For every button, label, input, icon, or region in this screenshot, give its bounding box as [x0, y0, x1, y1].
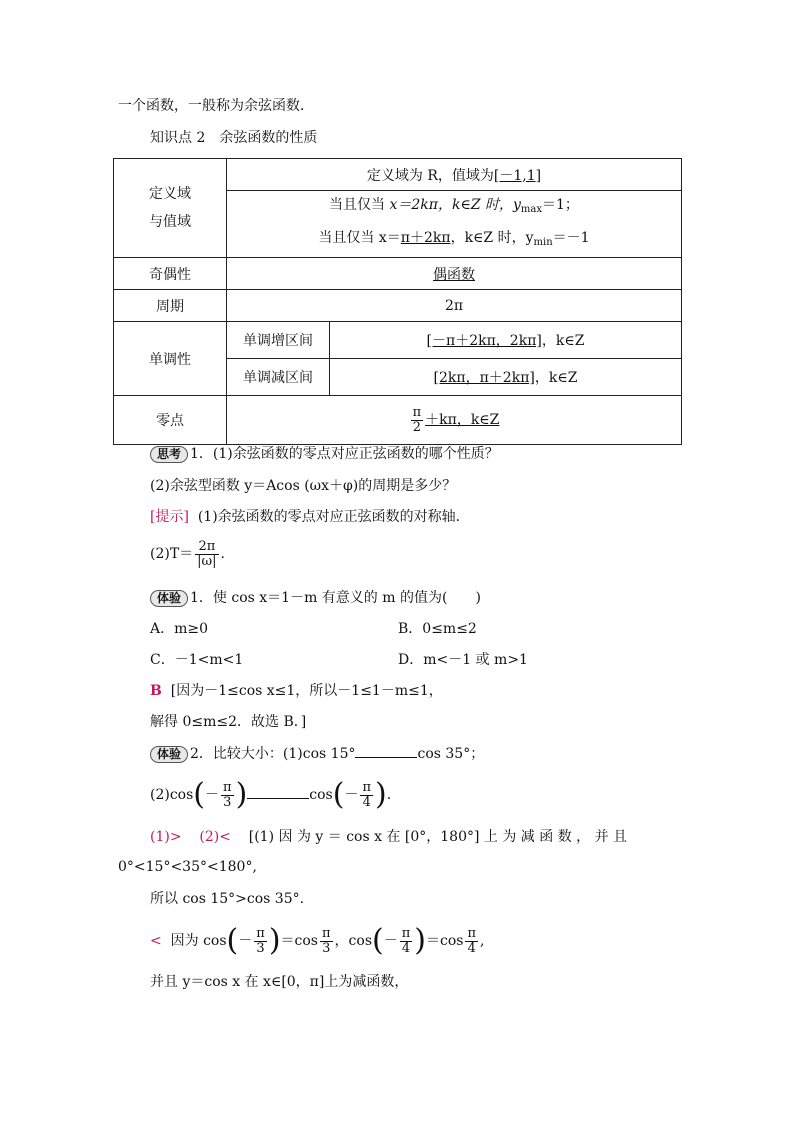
decreasing-label: 单调减区间: [227, 359, 330, 396]
explain-d2: ＝cos: [280, 933, 318, 949]
min-value: ＝－1: [552, 230, 590, 246]
intro-text: 一个函数，一般称为余弦函数．: [118, 98, 314, 114]
min-underlined: π＋2kπ: [400, 230, 451, 246]
exp2-question-text: 2．比较大小：(1)cos 15°: [190, 746, 356, 762]
exp2-part2: (2)cos(－ $\frac{\pi}{3}$ ) cos(－ $\frac{\pi}{4}$ ).: [150, 777, 392, 812]
period-fraction: $\frac{2\pi}{|\omega|}$: [197, 538, 217, 569]
decreasing-value-cell: [330, 359, 682, 396]
max-subscript: max: [520, 204, 543, 215]
domain-text: 定义域为 R，值域为: [366, 167, 494, 184]
explain-d4: ＝cos: [426, 933, 464, 949]
exp1-explain-1: [因为－1≤cos x≤1，所以－1≤1－m≤1，: [170, 683, 443, 699]
decreasing-suffix: ，k∈Z: [534, 370, 578, 386]
exp2-explain-a: [(1) 因 为 y ＝ cos x 在 [0°，180°] 上 为 减 函 数 ， 并 且: [248, 829, 628, 845]
exp1-answer: B: [150, 683, 162, 699]
domain-label-line2: 与值域: [149, 214, 191, 230]
neg-pi-over-4: $\frac{\pi}{4}$: [362, 779, 372, 810]
exp2-explain-b: 0°<15°<35°<180°,: [118, 859, 257, 875]
exp2-answer-1: (1)>: [150, 829, 182, 845]
parity-label: 奇偶性: [114, 258, 227, 290]
answer-blank-2[interactable]: [247, 784, 309, 799]
monotonicity-label: 单调性: [114, 322, 227, 396]
min-subscript: min: [533, 237, 553, 248]
section-heading: 知识点 2 余弦函数的性质: [150, 130, 318, 146]
increasing-interval: [－π＋2kπ，2kπ]: [426, 333, 542, 349]
exp2-explain-d: < 因为 cos(－ $\frac{\pi}{3}$ )＝cos $\frac{\pi}{3}$ ，cos(－ $\frac{\pi}{4}$ )＝cos $\frac{\pi}{4}$ ,: [150, 923, 485, 958]
exp2-explain-e: 并且 y＝cos x 在 x∈[0，π]上为减函数，: [150, 974, 409, 990]
exp1-tag: 体验: [150, 590, 188, 607]
exp2-answer-lt: <: [150, 933, 162, 949]
exp1-answer-line: [150, 681, 443, 701]
period-label: 周期: [114, 290, 227, 322]
min-condition: ，k∈Z 时，y: [450, 230, 534, 246]
zero-fraction: $\frac{\pi}{2}$: [412, 404, 422, 435]
increasing-value-cell: [330, 322, 682, 359]
increasing-suffix: ，k∈Z: [541, 333, 585, 349]
exp1-option-d: D．m<－1 或 m>1: [398, 652, 528, 668]
exp2-answer-line: [150, 827, 627, 847]
think-question-2: (2)余弦型函数 y＝Acos (ωx＋φ)的周期是多少？: [150, 478, 457, 494]
exp2-tag: 体验: [150, 746, 188, 763]
max-prefix: 当且仅当: [329, 197, 390, 213]
zero-value-cell: [227, 396, 682, 445]
exp1-explain-2: 解得 0≤m≤2．故选 B．]: [150, 714, 307, 730]
think-question-1: [150, 444, 499, 464]
range-value: [－1,1]: [493, 167, 542, 184]
increasing-label: 单调增区间: [227, 322, 330, 359]
period-value: 2π: [227, 290, 682, 322]
explain-d1: 因为 cos: [170, 933, 227, 949]
exp2-explain-c: 所以 cos 15°>cos 35°.: [150, 891, 305, 907]
exp2-part2-prefix: (2)cos: [150, 787, 194, 803]
hint-tag: [提示]: [150, 509, 189, 525]
decreasing-interval: [2kπ，π＋2kπ]: [433, 370, 535, 386]
domain-label-line1: 定义域: [149, 186, 191, 202]
exp2-part2-end: .: [386, 787, 392, 803]
min-prefix: 当且仅当 x＝: [318, 230, 401, 246]
explain-d3: ，cos: [334, 933, 373, 949]
period-formula-prefix: (2)T＝: [150, 546, 194, 562]
max-value: ＝1；: [542, 197, 579, 213]
exp2-question: [150, 743, 484, 764]
exp1-option-a: A．m≥0: [150, 621, 209, 637]
exp1-question-text: 1．使 cos x＝1－m 有意义的 m 的值为( ): [190, 590, 481, 606]
hint-line: [150, 507, 470, 527]
parity-value-cell: [227, 258, 682, 290]
exp1-question: [150, 588, 481, 608]
exp1-option-b: B．0≤m≤2: [398, 621, 477, 637]
parity-value: 偶函数: [433, 266, 475, 283]
period-formula-end: .: [220, 546, 225, 562]
answer-blank-1[interactable]: [355, 743, 417, 758]
period-formula: [150, 536, 225, 572]
exp2-question-end: cos 35°；: [417, 746, 485, 762]
domain-value-cell: [227, 159, 682, 191]
extrema-cell: [227, 191, 682, 258]
exp2-answer-2: (2)<: [199, 829, 231, 845]
domain-range-label-cell: [114, 159, 227, 258]
think-tag: 思考: [150, 446, 188, 463]
cosine-properties-table: [113, 158, 682, 445]
neg-pi-over-3: $\frac{\pi}{3}$: [223, 779, 232, 810]
think-q1-text: 1．(1)余弦函数的零点对应正弦函数的哪个性质？: [190, 446, 499, 462]
explain-d5: ,: [480, 933, 485, 949]
exp1-option-c: C．－1<m<1: [150, 652, 244, 668]
zero-rest: ＋kπ，k∈Z: [425, 412, 500, 428]
exp2-part2-mid: cos: [309, 787, 333, 803]
max-condition: x＝2kπ，k∈Z 时，y: [389, 197, 521, 213]
hint-text: (1)余弦函数的零点对应正弦函数的对称轴．: [197, 509, 470, 525]
zero-label: 零点: [114, 396, 227, 445]
